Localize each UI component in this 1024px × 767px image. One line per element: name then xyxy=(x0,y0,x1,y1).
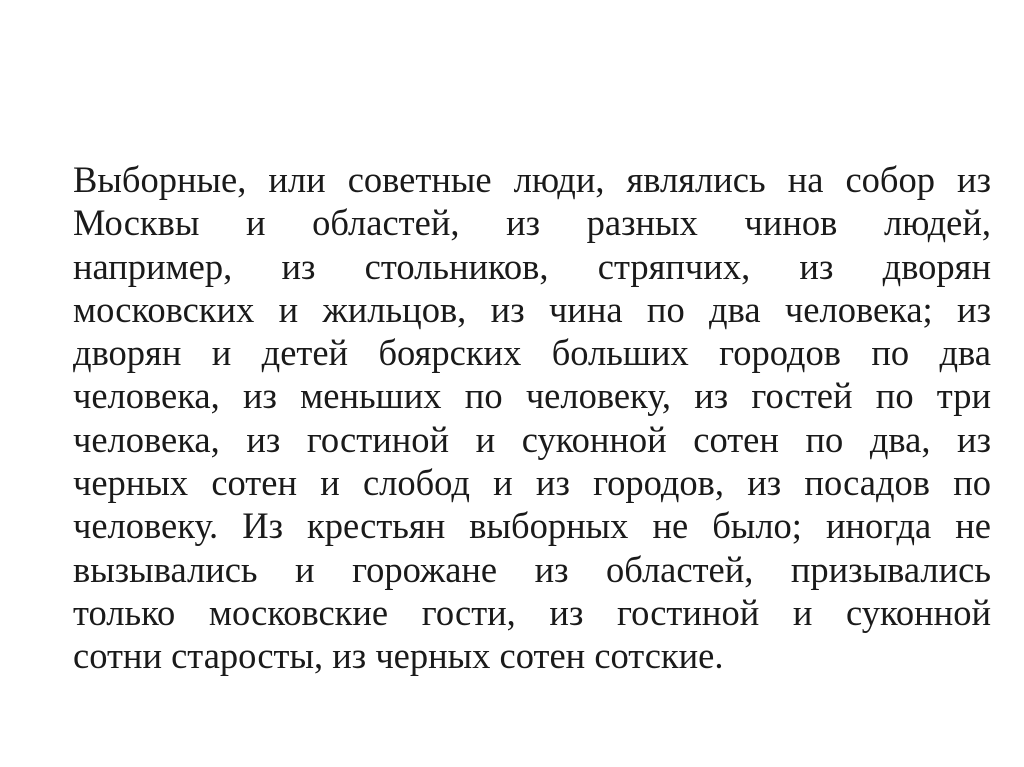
paragraph-line-4: московских и жильцов, из чина по два человека; из xyxy=(73,288,991,330)
paragraph-line-8: черных сотен и слобод и из городов, из посадов по xyxy=(73,462,991,504)
paragraph-line-3: например, из стольников, стряпчих, из дворян xyxy=(73,245,991,287)
paragraph-line-2: Москвы и областей, из разных чинов людей, xyxy=(73,202,991,244)
paragraph-line-1: Выборные, или советные люди, являлись на собор из xyxy=(73,159,991,200)
paragraph xyxy=(73,158,991,678)
paragraph-line-10: вызывались и горожане из областей, призывались xyxy=(73,548,991,590)
paragraph-line-5: дворян и детей боярских больших городов по два xyxy=(73,332,991,374)
paragraph-line-12: сотни старосты, из черных сотен сотские. xyxy=(73,635,724,677)
paragraph-line-11: только московские гости, из гостиной и суконной xyxy=(73,591,991,633)
paragraph-line-9: человеку. Из крестьян выборных не было; иногда не xyxy=(73,505,991,547)
paragraph-line-7: человека, из гостиной и суконной сотен по два, из xyxy=(73,418,991,460)
paragraph-line-6: человека, из меньших по человеку, из гостей по три xyxy=(73,375,991,417)
